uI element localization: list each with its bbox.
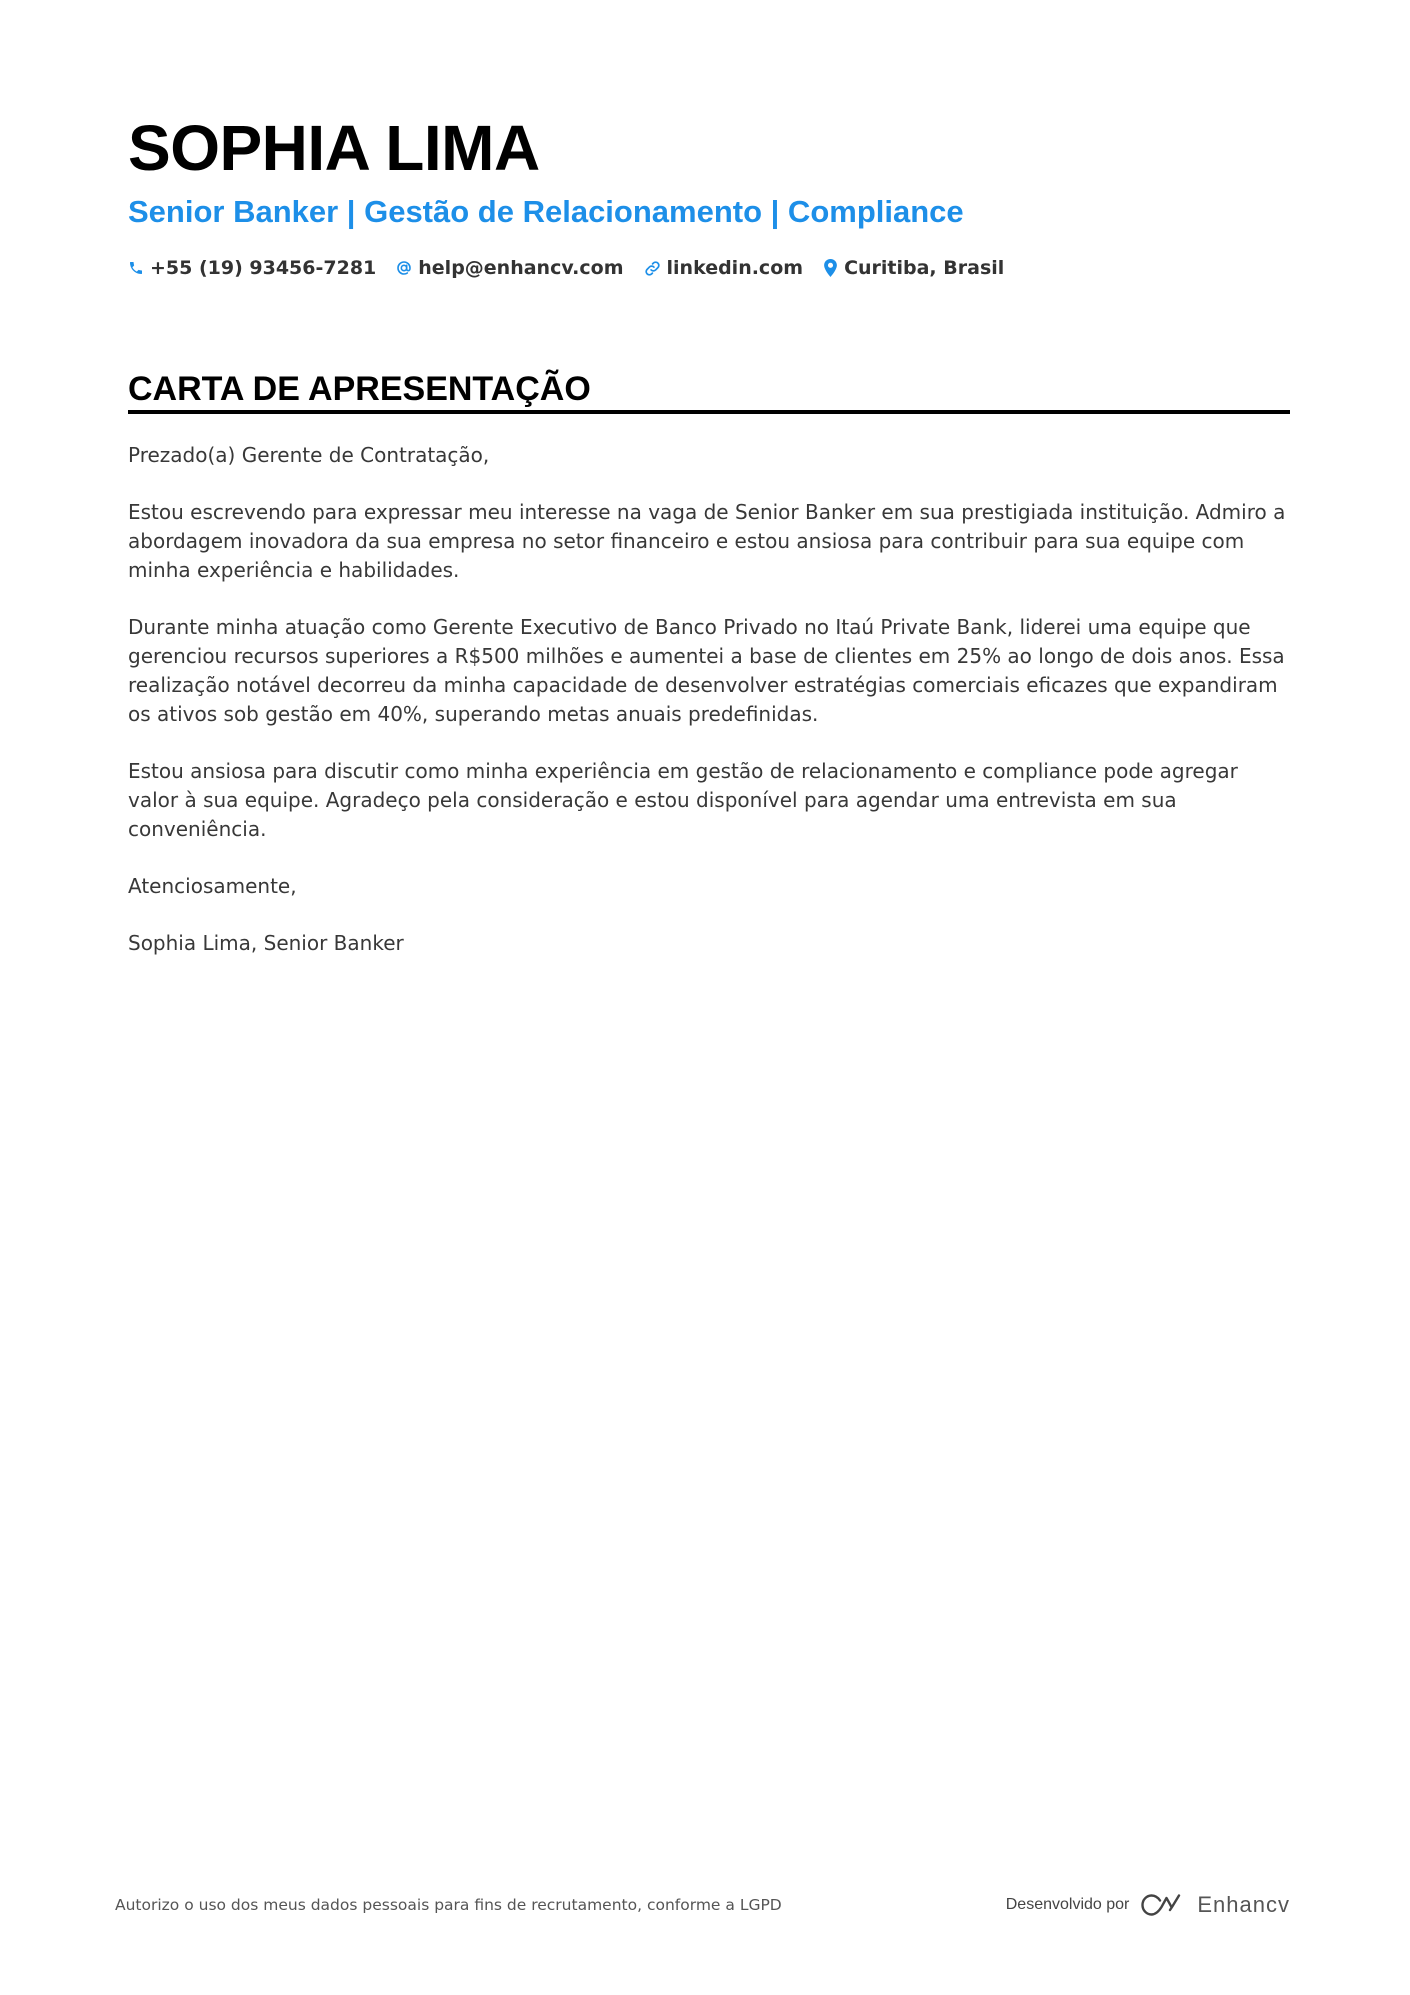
contact-location-text: Curitiba, Brasil bbox=[844, 257, 1005, 279]
letter-greeting: Prezado(a) Gerente de Contratação, bbox=[128, 443, 490, 467]
contact-linkedin[interactable] bbox=[644, 257, 804, 279]
candidate-headline: Senior Banker | Gestão de Relacionamento | Compliance bbox=[128, 194, 964, 229]
section-divider bbox=[128, 410, 1290, 414]
section-title: CARTA DE APRESENTAÇÃO bbox=[128, 370, 591, 408]
location-pin-icon bbox=[823, 259, 838, 277]
letter-signature: Sophia Lima, Senior Banker bbox=[128, 931, 404, 955]
contact-email-text: help@enhancv.com bbox=[418, 257, 624, 279]
powered-by-label: Desenvolvido por bbox=[1005, 1896, 1130, 1913]
letter-paragraph: Estou ansiosa para discutir como minha experiência em gestão de relacionamento e compliance pode agregar valor à sua equipe. Agradeço pela consideração e estou disponível para agendar uma entrevista em sua conveniência. bbox=[128, 759, 1238, 841]
footer-consent: Autorizo o uso dos meus dados pessoais para fins de recrutamento, conforme a LGPD bbox=[115, 1896, 782, 1914]
letter-closing: Atenciosamente, bbox=[128, 874, 297, 898]
letter-body bbox=[128, 441, 1290, 986]
letter-paragraph: Estou escrevendo para expressar meu interesse na vaga de Senior Banker em sua prestigiada instituição. Admiro a abordagem inovadora da sua empresa no setor financeiro e estou ansiosa para contribuir para sua equipe com minha experiência e habilidades. bbox=[128, 500, 1286, 582]
letter-paragraph: Durante minha atuação como Gerente Executivo de Banco Privado no Itaú Private Bank, liderei uma equipe que gerenciou recursos superiores a R$500 milhões e aumentei a base de clientes em 25% ao longo de dois anos. Essa realização notável decorreu da minha capacidade de desenvolver estratégias comerciais eficazes que expandiram os ativos sob gestão em 40%, superando metas anuais predefinidas. bbox=[128, 615, 1285, 726]
brand-name: Enhancv bbox=[1197, 1892, 1290, 1917]
footer-brand[interactable] bbox=[1006, 1890, 1290, 1920]
enhancv-logo-icon bbox=[1139, 1892, 1187, 1918]
contact-email[interactable] bbox=[396, 257, 623, 279]
link-icon bbox=[644, 260, 661, 277]
contact-phone[interactable] bbox=[128, 257, 376, 279]
contact-linkedin-text: linkedin.com bbox=[666, 257, 804, 279]
contact-bar bbox=[128, 254, 1004, 282]
candidate-name: SOPHIA LIMA bbox=[128, 112, 540, 184]
contact-phone-text: +55 (19) 93456-7281 bbox=[150, 257, 377, 279]
phone-icon bbox=[128, 260, 144, 276]
at-icon bbox=[396, 260, 412, 276]
contact-location bbox=[823, 257, 1004, 279]
